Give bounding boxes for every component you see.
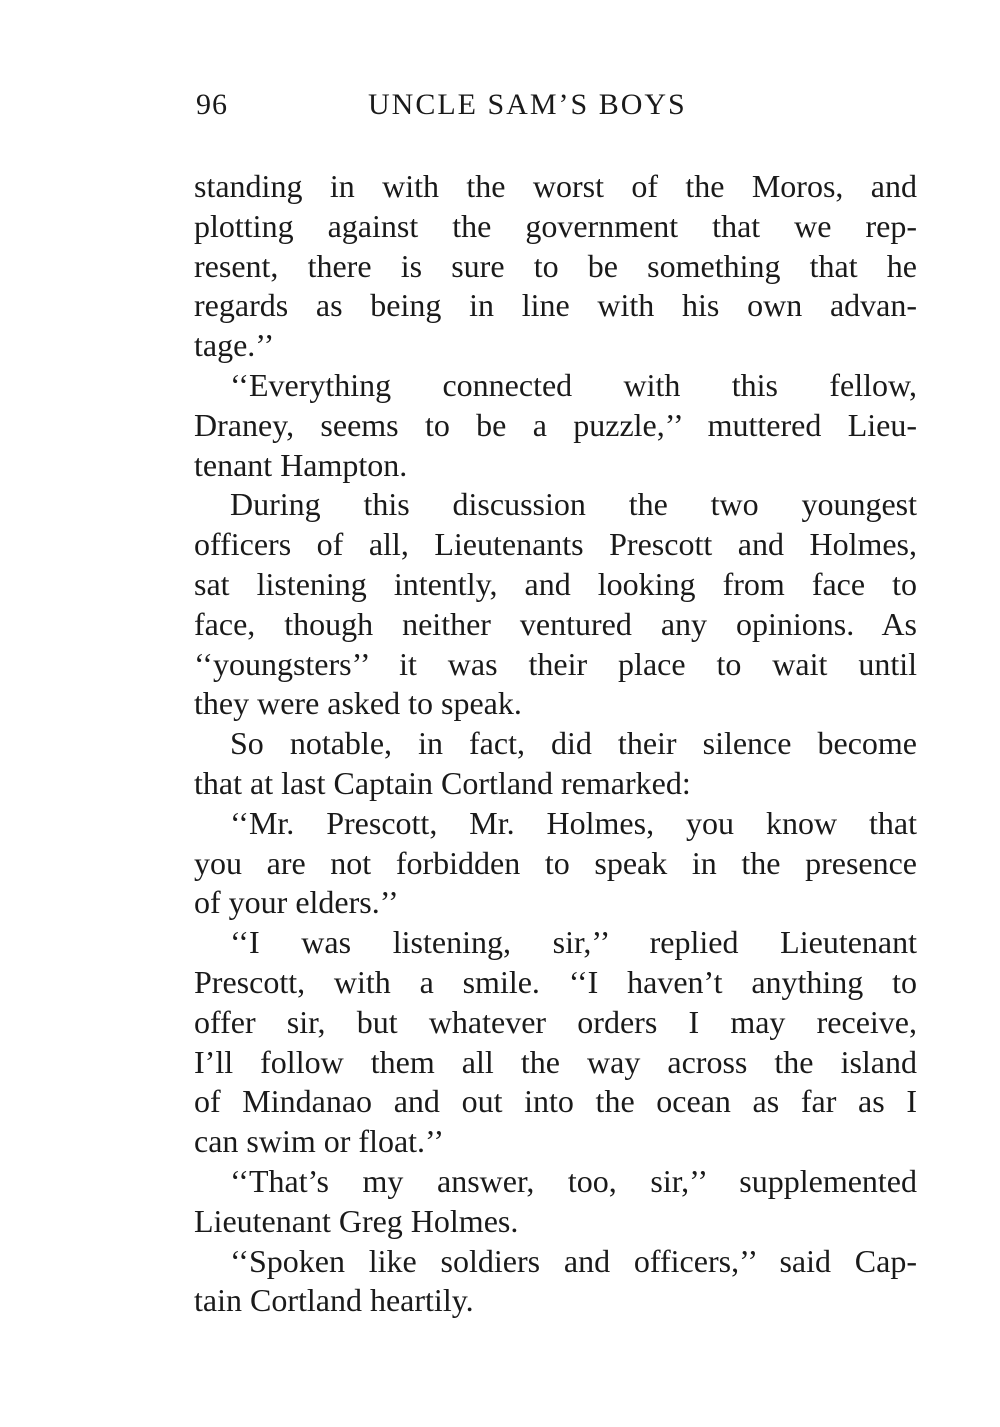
- text-line: face, though neither ventured any opinions. As: [194, 605, 917, 642]
- text-line: sat listening intently, and looking from face to: [194, 565, 917, 602]
- text-line: During this discussion the two youngest: [230, 486, 917, 523]
- text-line: ‘‘That’s my answer, too, sir,’’ supplemented: [230, 1162, 917, 1199]
- text-line: So notable, in fact, did their silence become: [230, 725, 917, 762]
- text-line: of your elders.’’: [194, 884, 399, 921]
- text-line: ‘‘Mr. Prescott, Mr. Holmes, you know that: [230, 804, 917, 841]
- text-line: Lieutenant Greg Holmes.: [194, 1202, 519, 1239]
- text-line: ‘‘I was listening, sir,’’ replied Lieutenant: [230, 924, 917, 961]
- text-line: I’ll follow them all the way across the island: [194, 1043, 917, 1080]
- text-line: ‘‘Spoken like soldiers and officers,’’ said Cap-: [230, 1242, 917, 1279]
- text-line: that at last Captain Cortland remarked:: [194, 764, 691, 801]
- text-line: regards as being in line with his own advan-: [194, 287, 917, 324]
- text-line: Prescott, with a smile. ‘‘I haven’t anything to: [194, 963, 917, 1000]
- text-line: tain Cortland heartily.: [194, 1282, 474, 1319]
- text-line: offer sir, but whatever orders I may receive,: [194, 1003, 917, 1040]
- text-line: officers of all, Lieutenants Prescott and Holmes,: [194, 526, 917, 563]
- text-line: they were asked to speak.: [194, 685, 522, 722]
- text-line: you are not forbidden to speak in the presence: [194, 844, 917, 881]
- text-line: tenant Hampton.: [194, 446, 408, 483]
- text-line: ‘‘Everything connected with this fellow,: [230, 366, 917, 403]
- body-text: [194, 167, 917, 1321]
- paragraph: [194, 804, 917, 923]
- running-title: UNCLE SAM’S BOYS: [368, 88, 687, 121]
- paragraph: [194, 923, 917, 1162]
- paragraph: [194, 366, 917, 485]
- running-head: [196, 88, 756, 132]
- text-line: tage.’’: [194, 327, 275, 364]
- page-number: 96: [196, 88, 228, 121]
- text-line: can swim or float.’’: [194, 1123, 444, 1160]
- text-line: standing in with the worst of the Moros, and: [194, 168, 917, 204]
- paragraph: [194, 1162, 917, 1242]
- paragraph: [194, 1242, 917, 1322]
- paragraph: [194, 485, 917, 724]
- paragraph: [194, 724, 917, 804]
- paragraph: [194, 167, 917, 366]
- text-line: resent, there is sure to be something that he: [194, 247, 917, 284]
- text-line: Draney, seems to be a puzzle,’’ muttered Lieu-: [194, 406, 917, 443]
- text-line: ‘‘youngsters’’ it was their place to wait until: [194, 645, 917, 682]
- text-line: plotting against the government that we rep-: [194, 207, 917, 244]
- text-line: of Mindanao and out into the ocean as far as I: [194, 1083, 917, 1120]
